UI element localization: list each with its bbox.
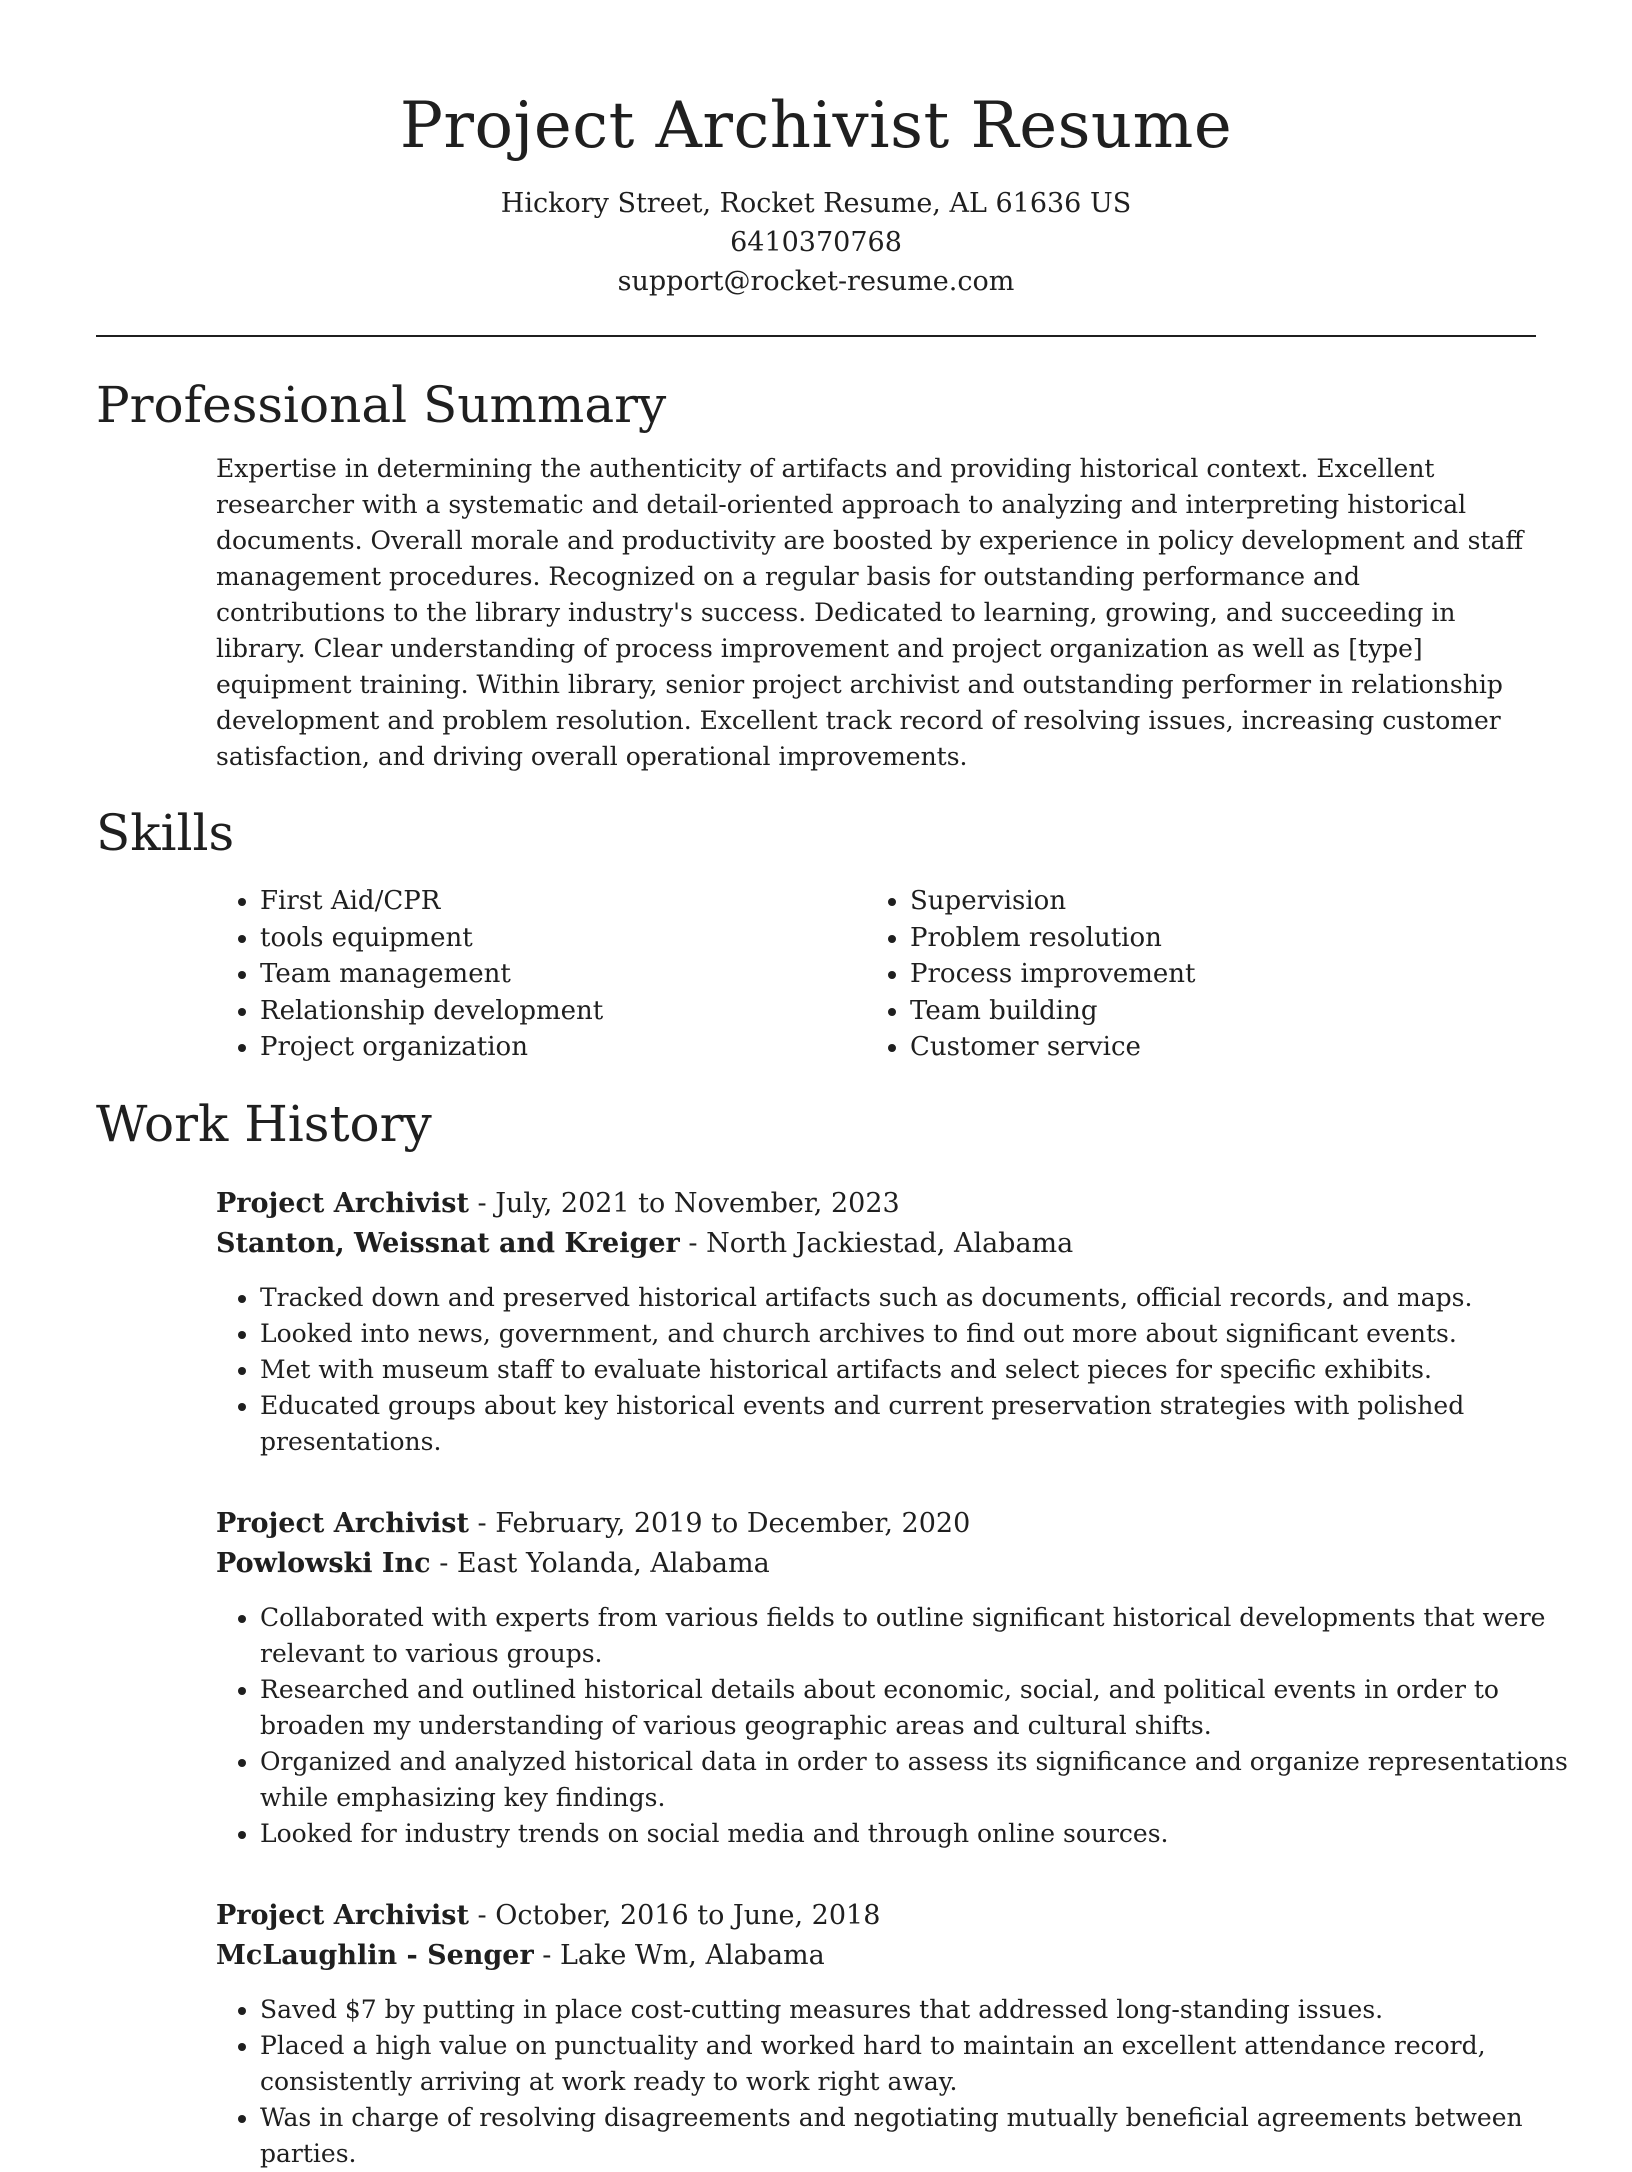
- job-company: McLaughlin - Senger: [216, 1939, 534, 1971]
- job-role-line: [216, 1504, 1536, 1544]
- skills-list-left: [216, 883, 866, 1066]
- skill-item: • Customer service: [910, 1029, 1536, 1066]
- contact-block: [96, 184, 1536, 301]
- contact-phone: 6410370768: [730, 227, 902, 258]
- job-bullet: • Placed a high value on punctuality and worked hard to maintain an excellent attendance record, consistently arriving at work ready to work right away.: [260, 2028, 1580, 2100]
- job-bullet: • Saved $7 by putting in place cost-cutting measures that addressed long-standing issues.: [260, 1992, 1580, 2028]
- job-bullets: [216, 1600, 1580, 1852]
- job-bullet: • Educated groups about key historical events and current preservation strategies with polished presentations.: [260, 1388, 1580, 1460]
- skill-item: • First Aid/CPR: [260, 883, 866, 920]
- job-company-line: [216, 1936, 1536, 1976]
- resume-title: Project Archivist Resume: [399, 89, 1233, 163]
- job-company: Stanton, Weissnat and Kreiger: [216, 1227, 680, 1259]
- job-role-line: [216, 1184, 1536, 1224]
- job-role: Project Archivist: [216, 1507, 469, 1539]
- skill-item: • Team building: [910, 993, 1536, 1030]
- job-bullet: • Looked for industry trends on social media and through online sources.: [260, 1816, 1580, 1852]
- job-bullet: • Researched and outlined historical details about economic, social, and political events in order to broaden my understanding of various geographic areas and cultural shifts.: [260, 1672, 1580, 1744]
- resume-page: [96, 0, 1568, 2172]
- resume-header: [96, 0, 1536, 301]
- job-bullets: [216, 1280, 1580, 1460]
- contact-email: support@rocket-resume.com: [617, 266, 1015, 297]
- job-company-line: [216, 1224, 1536, 1264]
- skill-item: • tools equipment: [260, 920, 866, 957]
- skill-item: • Problem resolution: [910, 920, 1536, 957]
- skills-grid: [216, 883, 1536, 1066]
- work-history-heading: Work History: [96, 1094, 432, 1153]
- job-dates: - July, 2021 to November, 2023: [468, 1187, 900, 1219]
- job-company: Powlowski Inc: [216, 1547, 431, 1579]
- job-bullet: • Looked into news, government, and church archives to find out more about significant events.: [260, 1316, 1580, 1352]
- job-bullet: • Collaborated with experts from various fields to outline significant historical developments that were relevant to various groups.: [260, 1600, 1580, 1672]
- skills-list-right: [866, 883, 1536, 1066]
- summary-heading: Professional Summary: [96, 376, 667, 434]
- job-bullet: • Tracked down and preserved historical artifacts such as documents, official records, and maps.: [260, 1280, 1580, 1316]
- skill-item: • Process improvement: [910, 956, 1536, 993]
- job-role: Project Archivist: [216, 1187, 469, 1219]
- job-bullet: • Met with museum staff to evaluate historical artifacts and select pieces for specific exhibits.: [260, 1352, 1580, 1388]
- skills-heading: Skills: [96, 804, 235, 862]
- job-dates: - October, 2016 to June, 2018: [468, 1899, 881, 1931]
- skill-item: • Project organization: [260, 1029, 866, 1066]
- job-dates: - February, 2019 to December, 2020: [468, 1507, 971, 1539]
- job-role-line: [216, 1896, 1536, 1936]
- job-bullets: [216, 1992, 1580, 2172]
- contact-address: Hickory Street, Rocket Resume, AL 61636 US: [500, 188, 1132, 219]
- job-entry: [216, 1896, 1536, 2172]
- skill-item: • Relationship development: [260, 993, 866, 1030]
- job-entry: [216, 1184, 1536, 1460]
- job-location: - Lake Wm, Alabama: [533, 1939, 825, 1971]
- job-bullet: • Was in charge of resolving disagreements and negotiating mutually beneficial agreements between parties.: [260, 2100, 1580, 2172]
- skill-item: • Team management: [260, 956, 866, 993]
- job-location: - North Jackiestad, Alabama: [679, 1227, 1074, 1259]
- skill-item: • Supervision: [910, 883, 1536, 920]
- job-bullet: • Organized and analyzed historical data in order to assess its significance and organize representations while emphasizing key findings.: [260, 1744, 1580, 1816]
- summary-text: Expertise in determining the authenticity of artifacts and providing historical context. Excellent researcher with a systematic and detail-oriented approach to analyzing and interpreting historical documents. Overall morale and productivity are boosted by experience in policy development and staff management procedures. Recognized on a regular basis for outstanding performance and contributions to the library industry's success. Dedicated to learning, growing, and succeeding in library. Clear understanding of process improvement and project organization as well as [type] equipment training. Within library, senior project archivist and outstanding performer in relationship development and problem resolution. Excellent track record of resolving issues, increasing customer satisfaction, and driving overall operational improvements.: [216, 454, 1524, 771]
- job-location: - East Yolanda, Alabama: [430, 1547, 770, 1579]
- job-company-line: [216, 1544, 1536, 1584]
- header-divider: [96, 335, 1536, 337]
- job-role: Project Archivist: [216, 1899, 469, 1931]
- job-entry: [216, 1504, 1568, 1852]
